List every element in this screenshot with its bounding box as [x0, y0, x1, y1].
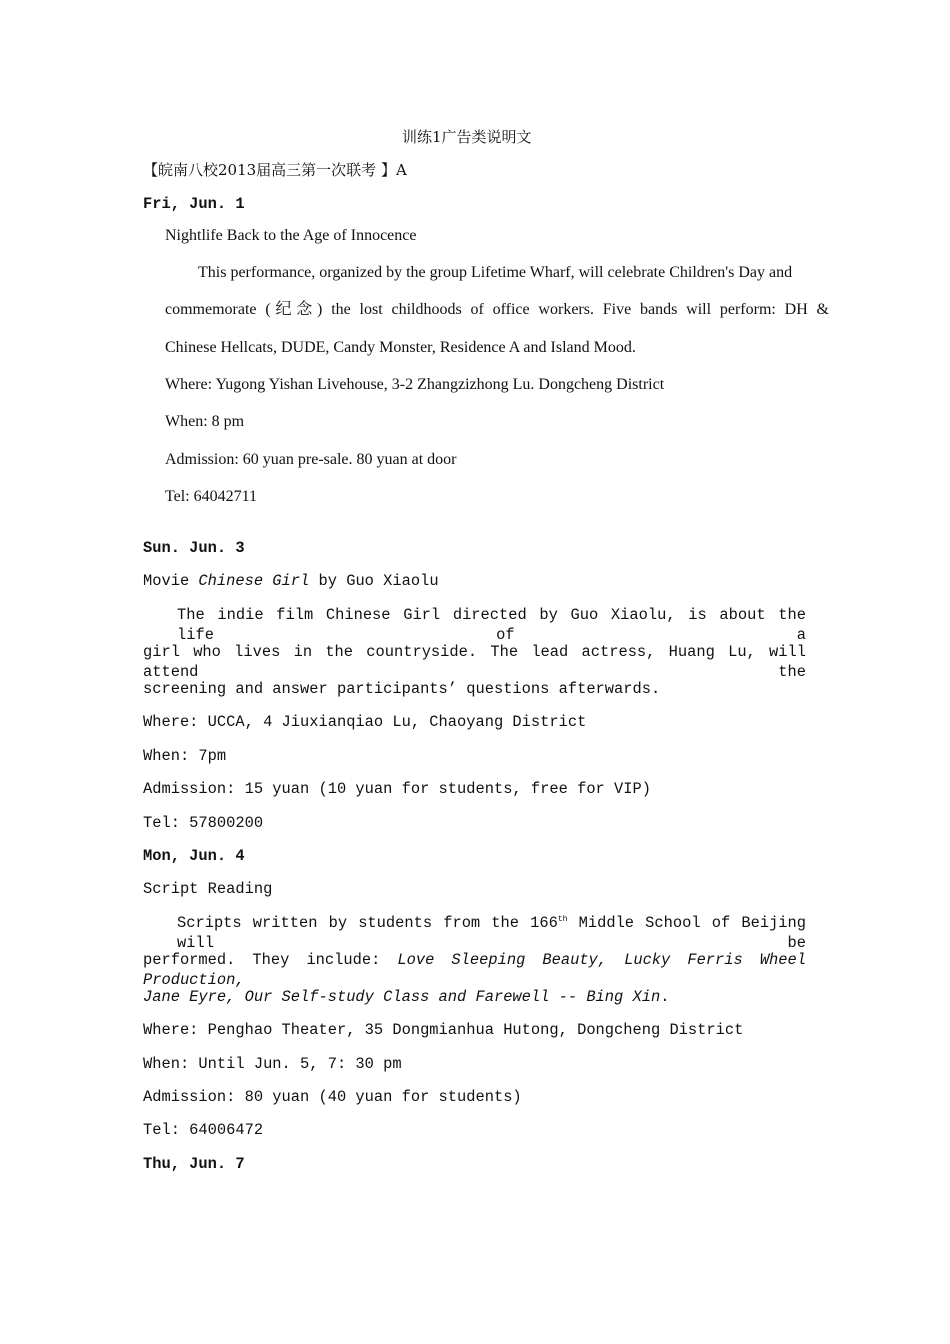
event-3-desc-line-2-a: performed. They include: [143, 951, 398, 969]
event-3-desc-line-1 [177, 913, 806, 953]
event-3-script-titles-2: Jane Eyre, Our Self-study Class and Farewell -- Bing Xin [143, 988, 661, 1006]
event-1-tel: Tel: 64042711 [165, 488, 258, 505]
event-3-tel: Tel: 64006472 [143, 1121, 264, 1139]
event-3-name: Script Reading [143, 880, 273, 898]
event-2-desc-line-3: screening and answer participants’ questions afterwards. [143, 680, 661, 698]
event-2-desc-line-2: girl who lives in the countryside. The lead actress, Huang Lu, will attend the [143, 643, 806, 681]
event-2-admission: Admission: 15 yuan (10 yuan for students, free for VIP) [143, 780, 651, 798]
doc-source: 【皖南八校2013届高三第一次联考 】A [143, 161, 407, 179]
event-2-name-suffix: by Guo Xiaolu [309, 572, 439, 590]
event-1-when: When: 8 pm [165, 413, 245, 430]
event-3-desc-line-1-b: Middle School of Beijing will be [177, 914, 807, 952]
event-2-name-prefix: Movie [143, 572, 199, 590]
event-2-when: When: 7pm [143, 747, 227, 765]
event-3-date: Mon, Jun. 4 [143, 847, 245, 865]
event-2-name [143, 571, 439, 591]
event-1-where: Where: Yugong Yishan Livehouse, 3-2 Zhangzizhong Lu. Dongcheng District [165, 376, 665, 393]
event-2-desc-line-1: The indie film Chinese Girl directed by Guo Xiaolu, is about the life of a [177, 606, 806, 644]
event-2-name-title: Chinese Girl [198, 572, 310, 590]
event-1-name: Nightlife Back to the Age of Innocence [165, 227, 417, 244]
event-1-date: Fri, Jun. 1 [143, 195, 245, 213]
event-4-date: Thu, Jun. 7 [143, 1155, 245, 1173]
ordinal-suffix: th [557, 915, 568, 924]
event-3-script-titles-1: Love Sleeping Beauty, Lucky Ferris Wheel Production, [143, 951, 807, 989]
event-3-when: When: Until Jun. 5, 7: 30 pm [143, 1055, 402, 1073]
event-3-desc-line-2 [143, 950, 806, 990]
doc-title: 训练1广告类说明文 [402, 128, 532, 146]
event-2-where: Where: UCCA, 4 Jiuxianqiao Lu, Chaoyang District [143, 713, 587, 731]
event-2-date: Sun. Jun. 3 [143, 539, 245, 557]
event-3-desc-line-3 [143, 987, 669, 1007]
event-3-where: Where: Penghao Theater, 35 Dongmianhua Hutong, Dongcheng District [143, 1021, 744, 1039]
event-1-desc-line-2: commemorate (纪念) the lost childhoods of office workers. Five bands will perform: DH & [165, 301, 829, 318]
event-3-desc-line-1-a: Scripts written by students from the 166 [177, 914, 558, 932]
event-1-desc-line-3: Chinese Hellcats, DUDE, Candy Monster, Residence A and Island Mood. [165, 339, 636, 356]
event-1-admission: Admission: 60 yuan pre-sale. 80 yuan at door [165, 451, 457, 468]
event-3-admission: Admission: 80 yuan (40 yuan for students) [143, 1088, 522, 1106]
event-2-tel: Tel: 57800200 [143, 814, 264, 832]
event-3-desc-line-3-end: . [660, 988, 670, 1006]
event-1-desc-line-1: This performance, organized by the group Lifetime Wharf, will celebrate Children's Day and [198, 264, 793, 281]
